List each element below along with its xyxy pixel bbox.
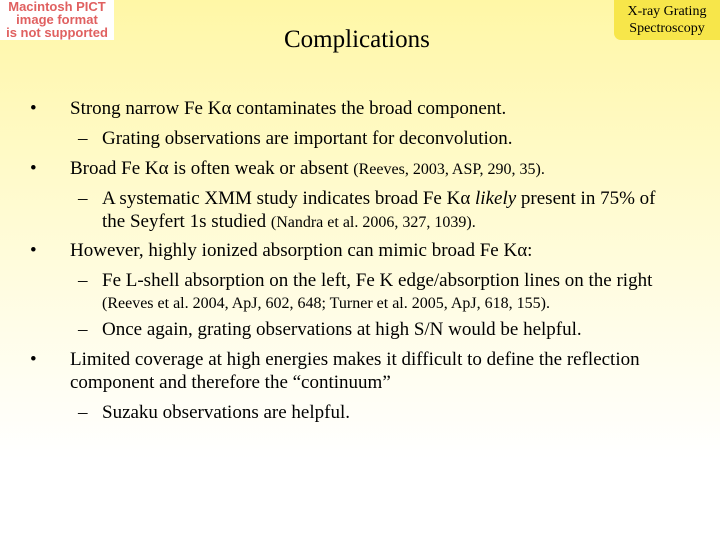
bullet-2-text bbox=[70, 158, 545, 181]
bullet-2-sub-1-line-2 bbox=[102, 211, 476, 234]
sub-text-italic: likely bbox=[475, 188, 517, 209]
pict-line-2: image format bbox=[16, 12, 98, 27]
bullet-marker: • bbox=[30, 240, 37, 261]
dash-marker: – bbox=[78, 128, 88, 149]
bullet-1-text: Strong narrow Fe Kα contaminates the broad component. bbox=[70, 98, 507, 119]
slide-title: Complications bbox=[284, 26, 430, 53]
badge-line-1: X-ray Grating bbox=[627, 4, 707, 19]
sub-reference: (Nandra et al. 2006, 327, 1039). bbox=[270, 214, 476, 231]
bullet-marker: • bbox=[30, 98, 37, 119]
bullet-2-main: Broad Fe Kα is often weak or absent bbox=[70, 158, 354, 179]
sub-text-b: present in 75% of bbox=[516, 188, 656, 209]
bullet-3-sub-2: Once again, grating observations at high S/N would be helpful. bbox=[102, 319, 582, 340]
pict-line-1: Macintosh PICT bbox=[8, 0, 106, 14]
sub-text-main: the Seyfert 1s studied bbox=[102, 211, 271, 232]
dash-marker: – bbox=[78, 270, 88, 291]
bullet-4-line-1: Limited coverage at high energies makes it difficult to define the reflection bbox=[70, 349, 640, 370]
badge-line-2: Spectroscopy bbox=[629, 21, 705, 36]
topic-badge bbox=[614, 0, 720, 40]
pict-line-3: is not supported bbox=[6, 25, 108, 40]
dash-marker: – bbox=[78, 188, 88, 209]
bullet-2-sub-1-line-1 bbox=[102, 188, 655, 210]
bullet-4-sub-1: Suzaku observations are helpful. bbox=[102, 402, 350, 423]
dash-marker: – bbox=[78, 319, 88, 340]
dash-marker: – bbox=[78, 402, 88, 423]
bullet-4-line-2: component and therefore the “continuum” bbox=[70, 372, 391, 393]
bullet-1-sub-1: Grating observations are important for deconvolution. bbox=[102, 128, 513, 149]
bullet-3-text: However, highly ionized absorption can mimic broad Fe Kα: bbox=[70, 240, 533, 261]
bullet-3-sub-1-reference: (Reeves et al. 2004, ApJ, 602, 648; Turner et al. 2005, ApJ, 618, 155). bbox=[102, 295, 550, 312]
bullet-3-sub-1-line-1: Fe L-shell absorption on the left, Fe K edge/absorption lines on the right bbox=[102, 270, 653, 291]
pict-placeholder-image bbox=[0, 0, 114, 40]
bullet-marker: • bbox=[30, 349, 37, 370]
sub-text-a: A systematic XMM study indicates broad Fe Kα bbox=[102, 188, 476, 209]
bullet-marker: • bbox=[30, 158, 37, 179]
bullet-2-reference: (Reeves, 2003, ASP, 290, 35). bbox=[353, 161, 545, 178]
